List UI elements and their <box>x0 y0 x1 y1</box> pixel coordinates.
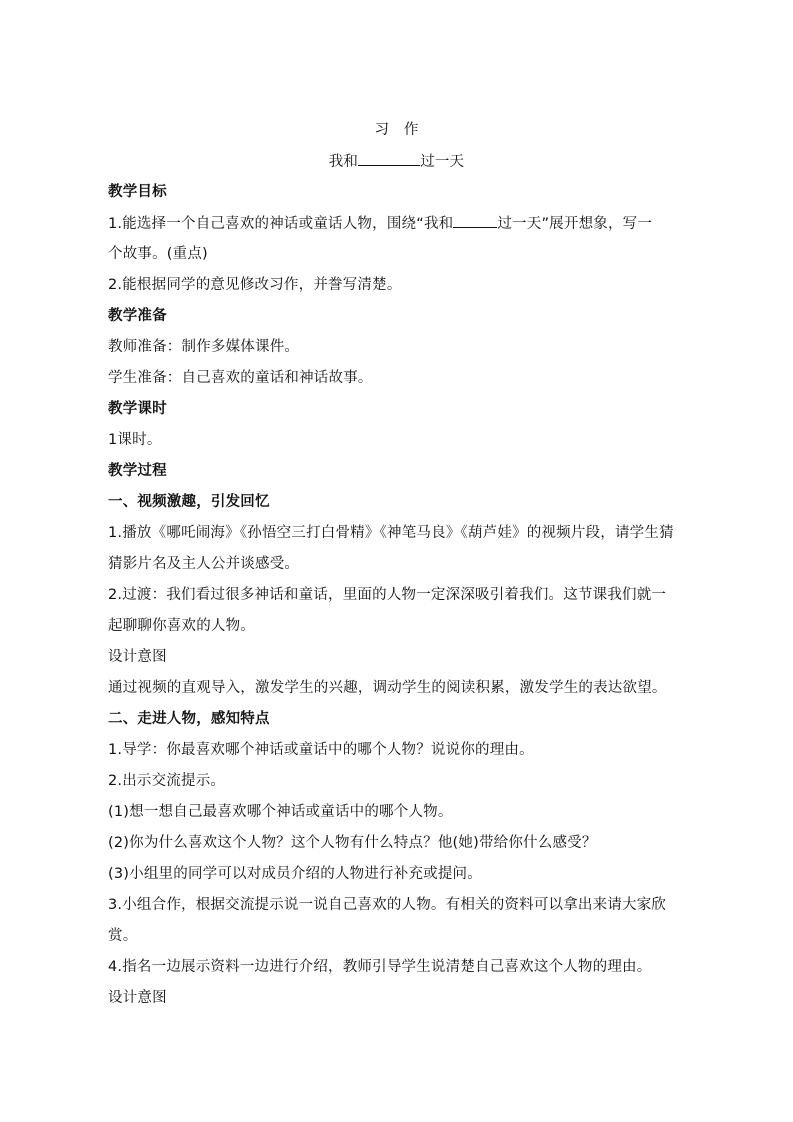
hours-text: 1课时。 <box>108 432 162 448</box>
doc-subtitle <box>0 151 793 172</box>
subtitle-prefix: 我和 <box>328 154 359 170</box>
section-2-heading: 二、走进人物，感知特点 <box>108 711 270 727</box>
goal-1-part-1: 1.能选择一个自己喜欢的神话或童话人物，围绕“我和 <box>108 216 454 232</box>
hours-heading: 教学课时 <box>108 401 167 417</box>
goals-heading: 教学目标 <box>108 184 167 200</box>
subtitle-blank <box>358 151 420 166</box>
doc-title: 习 作 <box>374 122 419 138</box>
design-intent-label-2: 设计意图 <box>108 990 167 1006</box>
section-2-item-3-line-1: 3.小组合作，根据交流提示说一说自己喜欢的人物。有相关的资料可以拿出来请大家欣 <box>108 897 667 913</box>
prep-student: 学生准备：自己喜欢的童话和神话故事。 <box>108 370 373 386</box>
section-2-sub-3: (3)小组里的同学可以对成员介绍的人物进行补充或提问。 <box>108 866 482 882</box>
section-2-sub-2: (2)你为什么喜欢这个人物？这个人物有什么特点？他(她)带给你什么感受？ <box>108 835 597 851</box>
design-intent-text-1: 通过视频的直观导入，激发学生的兴趣，调动学生的阅读积累，激发学生的表达欲望。 <box>108 680 667 696</box>
section-1-item-1-line-1: 1.播放《哪吒闹海》《孙悟空三打白骨精》《神笔马良》《葫芦娃》的视频片段，请学生猜 <box>108 525 674 541</box>
subtitle-suffix: 过一天 <box>420 154 465 170</box>
goal-1-blank <box>453 213 497 228</box>
goal-1-line-2: 个故事。(重点) <box>108 246 208 262</box>
section-2-item-1: 1.导学：你最喜欢哪个神话或童话中的哪个人物？说说你的理由。 <box>108 742 534 758</box>
goal-1-part-2: 过一天”展开想象，写一 <box>497 216 653 232</box>
section-2-item-3-line-2: 赏。 <box>108 928 138 944</box>
design-intent-label-1: 设计意图 <box>108 649 167 665</box>
section-2-item-2: 2.出示交流提示。 <box>108 773 226 789</box>
section-2-sub-1: (1)想一想自己最喜欢哪个神话或童话中的哪个人物。 <box>108 804 453 820</box>
process-heading: 教学过程 <box>108 463 167 479</box>
prep-teacher: 教师准备：制作多媒体课件。 <box>108 339 300 355</box>
goal-2: 2.能根据同学的意见修改习作，并誊写清楚。 <box>108 277 402 293</box>
section-2-item-4: 4.指名一边展示资料一边进行介绍，教师引导学生说清楚自己喜欢这个人物的理由。 <box>108 959 652 975</box>
prep-heading: 教学准备 <box>108 308 167 324</box>
section-1-item-1-line-2: 猜影片名及主人公并谈感受。 <box>108 556 300 572</box>
section-1-heading: 一、视频激趣，引发回忆 <box>108 494 270 510</box>
section-1-item-2-line-1: 2.过渡：我们看过很多神话和童话，里面的人物一定深深吸引着我们。这节课我们就一 <box>108 587 667 603</box>
goal-1-line-1 <box>108 213 652 234</box>
section-1-item-2-line-2: 起聊聊你喜欢的人物。 <box>108 618 255 634</box>
